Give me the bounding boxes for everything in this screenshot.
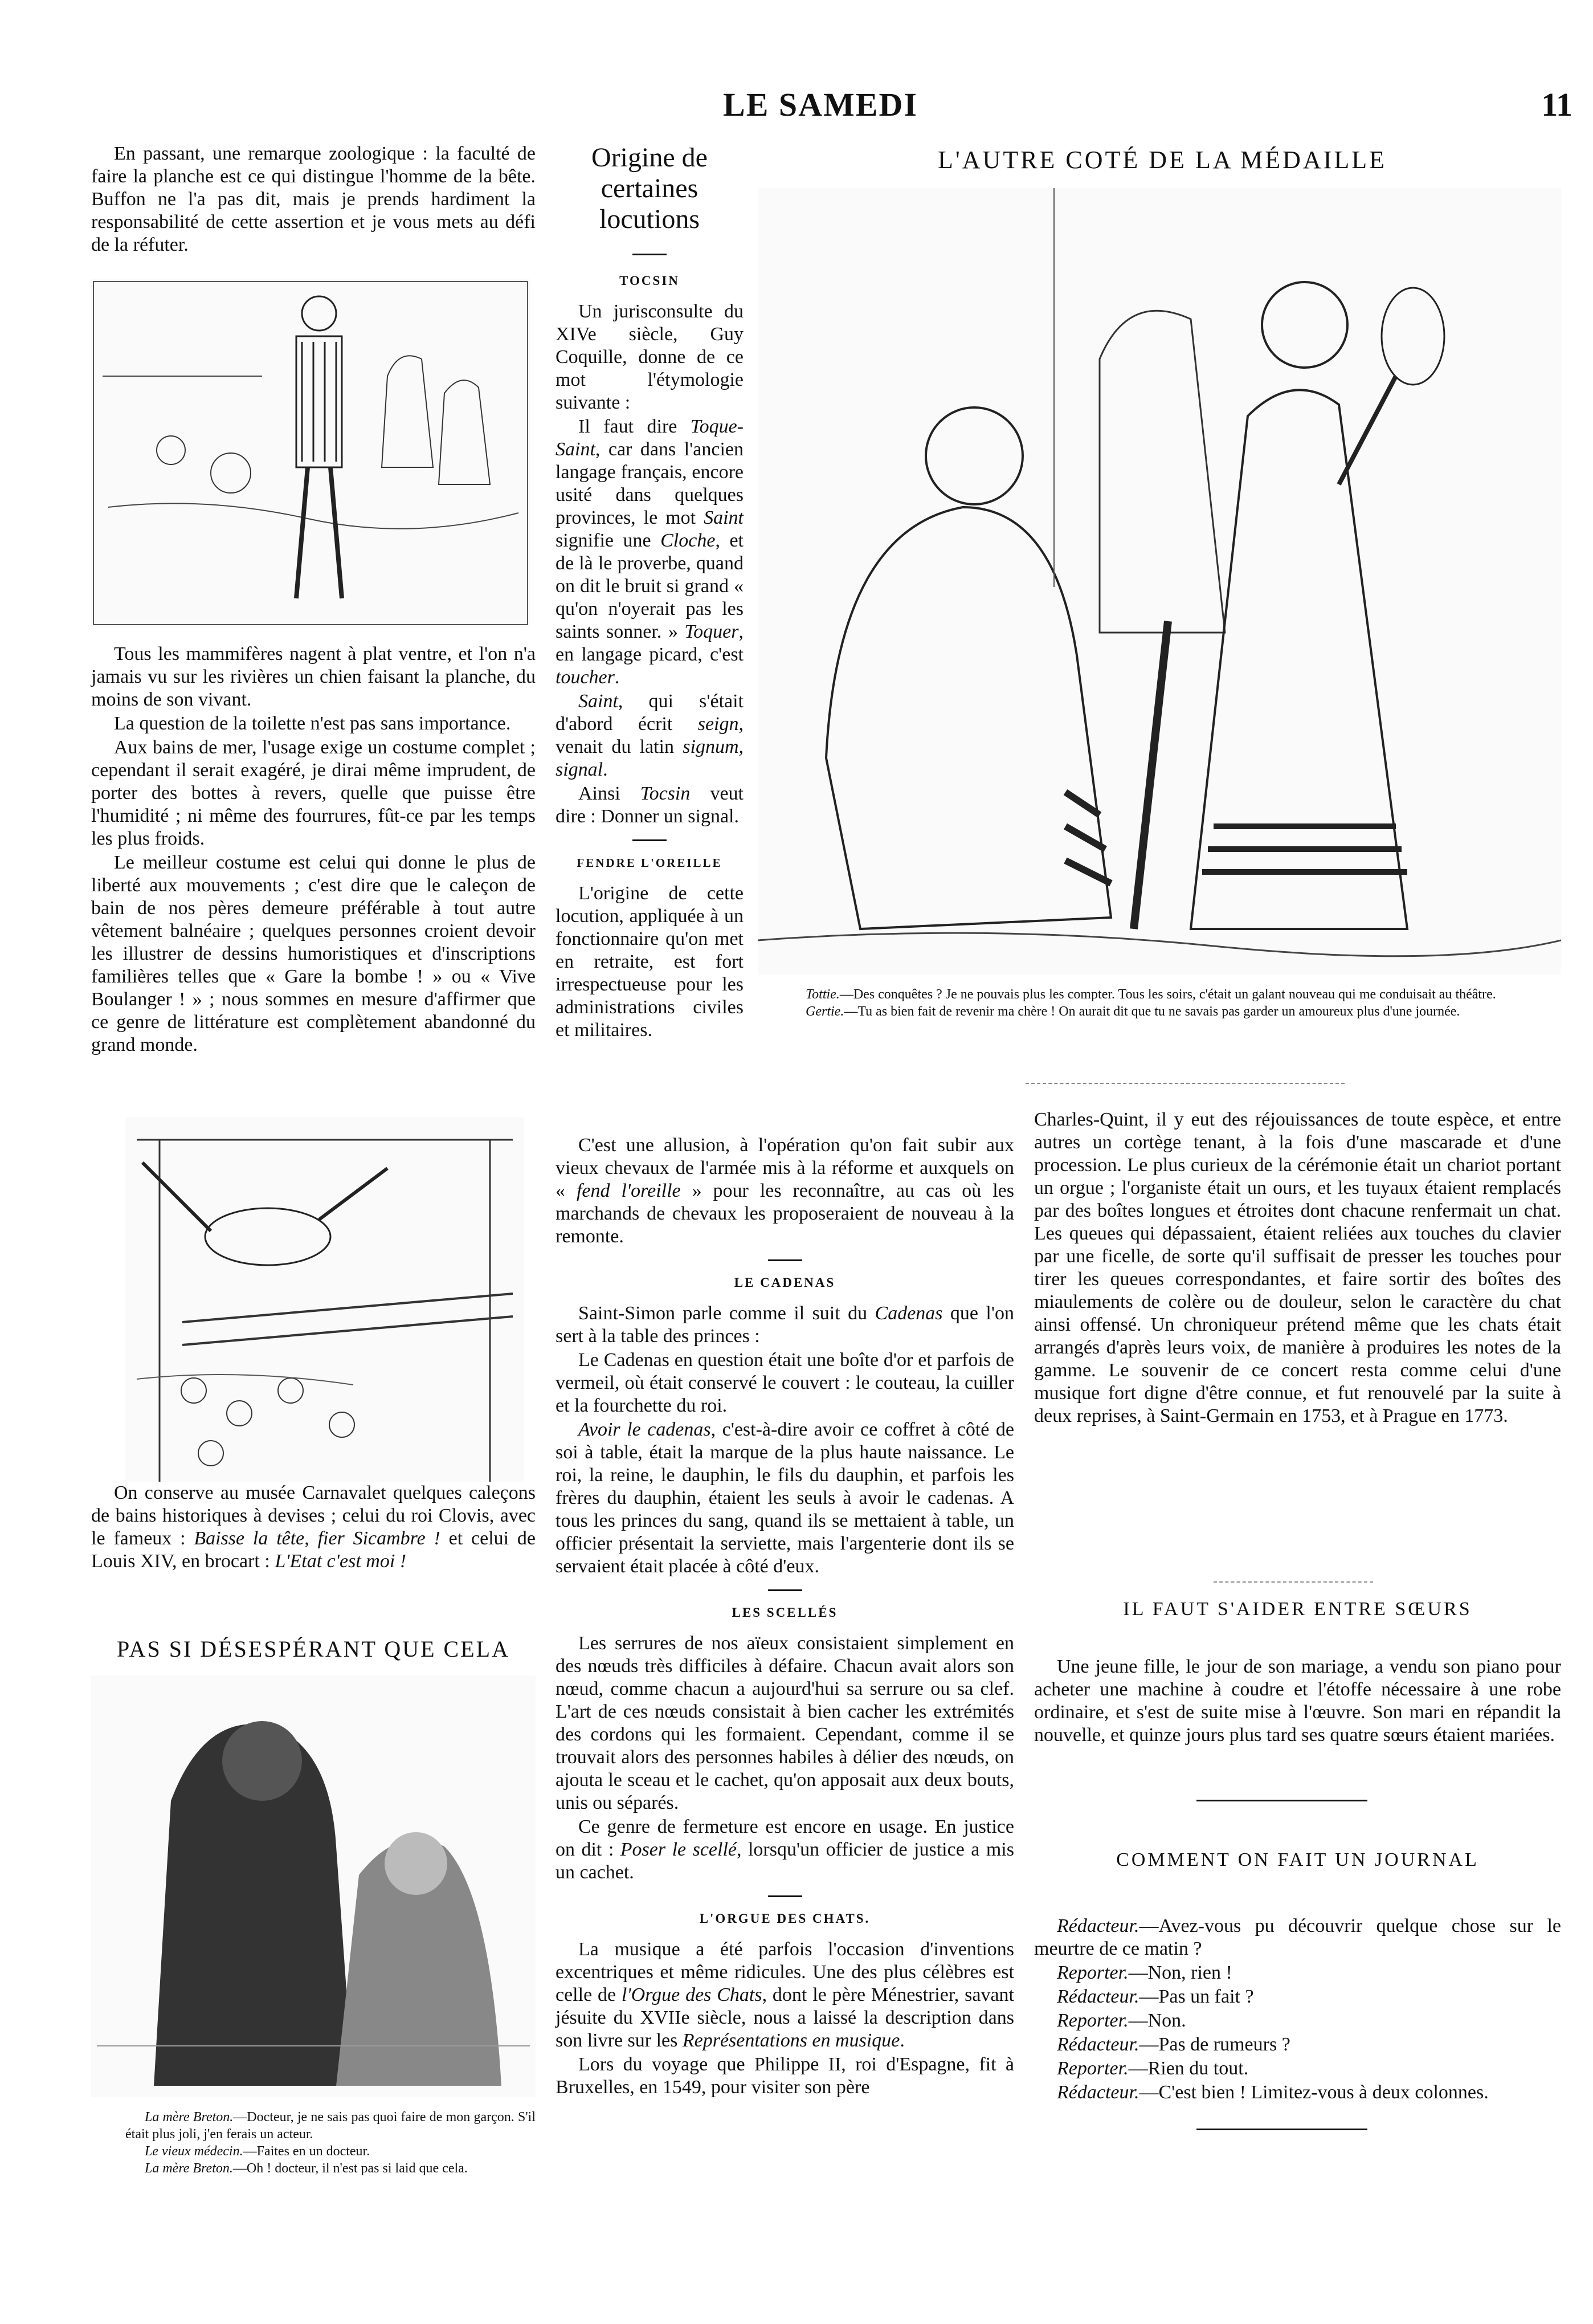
col3-soeurs <box>1034 1656 1561 1748</box>
section-rule <box>632 839 667 841</box>
section-title-journal: COMMENT ON FAIT UN JOURNAL <box>1116 1849 1479 1870</box>
section-rule <box>768 1259 802 1261</box>
section-rule <box>768 1895 802 1897</box>
col1-paragraph-3: Aux bains de mer, l'usage exige un costume complet ; cependant il serait exagéré, je dirai même imprudent, de porter des bottes à revers, quelle que puisse être l'humidité ; ni même des fourrures, fût-ce par les temps les plus froids. <box>91 737 536 849</box>
bathers-illustration <box>125 1117 524 1482</box>
dialog-line: Rédacteur.—Pas de rumeurs ? <box>1057 2034 1290 2055</box>
dialog-line: Reporter.—Non, rien ! <box>1057 1962 1232 1983</box>
caption-line-3: La mère Breton.—Oh ! docteur, il n'est pas si laid que cela. <box>145 2161 468 2176</box>
section-title-pas-si-desesperant: PAS SI DÉSESPÉRANT QUE CELA <box>116 1636 510 1662</box>
orgue-paragraph-2: Lors du voyage que Philippe II, roi d'Espagne, fit à Bruxelles, en 1549, pour visiter son père <box>555 2054 1014 2098</box>
tennis-illustration <box>758 188 1561 975</box>
col1-paragraph-4: Le meilleur costume est celui qui donne le plus de liberté aux mouvements ; c'est dire que le caleçon de bain de nos pères demeure préférable à tout autre vêtement balnéaire ; quelques personnes croient devoir les illustrer de dessins humoristiques et d'inscriptions familières telles que « Gare la bombe ! » ou « Vive Boulanger ! » ; nous sommes en mesure d'affirmer que ce genre de littérature est complètement abandonné du grand monde. <box>91 852 536 1055</box>
dialog-line: Rédacteur.—Avez-vous pu découvrir quelque chose sur le meurtre de ce matin ? <box>1034 1915 1561 1959</box>
section-divider <box>1214 1581 1373 1583</box>
cadenas-paragraph-2: Le Cadenas en question était une boîte d'or et parfois de vermeil, où était conservé le couvert : le couteau, la cuiller et la fourchette du roi. <box>555 1349 1014 1416</box>
col3-body <box>1034 1108 1561 1429</box>
scelles-paragraph-2: Ce genre de fermeture est encore en usage. En justice on dit : Poser le scellé, lorsqu'un officier de justice a mis un cachet. <box>555 1816 1014 1883</box>
dialog-line: Reporter.—Non. <box>1057 2010 1186 2031</box>
col2-body <box>555 259 744 1043</box>
section-rule <box>1196 2129 1367 2130</box>
col2-title-rule <box>632 254 667 255</box>
scelles-paragraph-1: Les serrures de nos aïeux consistaient simplement en des nœuds très difficiles à défaire. Chacun avait alors son nœud, comme chacun a aujourd'hui sa serrure ou sa clef. L'art de ces nœuds consistait à bien cacher les extrémités des cordons qui les formaient. Cependant, comme il se trouvait alors des personnes habiles à délier des nœuds, on ajouta le sceau et le cachet, qu'on apposait aux deux bouts, unis ou séparés. <box>555 1633 1014 1813</box>
beach-illustration <box>91 279 530 627</box>
page-number: 11 <box>1541 86 1572 123</box>
tennis-caption-2: Gertie.—Tu as bien fait de revenir ma chère ! On aurait dit que tu ne savais pas garder un amoureux plus d'une journée. <box>806 1004 1460 1019</box>
section-title-autre-cote: L'AUTRE COTÉ DE LA MÉDAILLE <box>937 146 1387 174</box>
tocsin-paragraph-4: Ainsi Tocsin veut dire : Donner un signal. <box>555 783 744 827</box>
section-title-orgue-des-chats: L'ORGUE DES CHATS. <box>699 1911 871 1926</box>
caption-line-1: La mère Breton.—Docteur, je ne sais pas quoi faire de mon garçon. S'il était plus joli, j'en ferais un acteur. <box>125 2110 536 2142</box>
section-rule <box>1196 1800 1367 1801</box>
fendre-paragraph-2: C'est une allusion, à l'opération qu'on fait subir aux vieux chevaux de l'armée mis à la réforme et auxquels on « fend l'oreille » pour les reconnaître, au cas où les marchands de chevaux les proposeraient de nouveau à la remonte. <box>555 1135 1015 1247</box>
tennis-caption-1: Tottie.—Des conquêtes ? Je ne pouvais plus les compter. Tous les soirs, c'était un galant nouveau qui me conduisait au théâtre. <box>806 987 1496 1002</box>
col1-carnavalet <box>91 1482 536 1574</box>
breton-illustration <box>91 1675 536 2097</box>
section-title-cadenas: LE CADENAS <box>734 1275 836 1290</box>
fendre-paragraph-1: L'origine de cette locution, appliquée à un fonctionnaire qu'on met en retraite, est fort irrespectueuse pour les administrations civiles et militaires. <box>555 883 744 1041</box>
orgue-continuation: Charles-Quint, il y eut des réjouissances de toute espèce, et entre autres un cortège tenant, à la fois d'une mascarade et d'une procession. Le plus curieux de la cérémonie était un chariot portant un orgue ; l'organiste était un ours, et les tuyaux étaient remplacés par des boîtes longues et étroites dont chacune renfermait un chat. Les queues qui dépassaient, étaient reliées aux touches du clavier par une ficelle, de sorte qu'il suffisait de presser les touches pour tirer les queues correspondantes, et faire sortir des boîtes des miaulements de colère ou de douleur, selon le caractère du chat ainsi offensé. Un chroniqueur prétend même que les chats était arrangés d'après leurs voix, de manière à produires les notes de la gamme. Le souvenir de ce concert resta comme celui d'une musique fort digne d'être connue, et fut renouvelé par la suite à deux reprises, à Saint-Germain en 1753, et à Prague en 1773. <box>1034 1109 1561 1426</box>
cadenas-paragraph-3: Avoir le cadenas, c'est-à-dire avoir ce coffret à côté de soi à table, était la marque de la plus haute naissance. Le roi, la reine, le dauphin, le fils du dauphin, et parfois les frères du dauphin, étaient les seuls à avoir le cadenas. A tous les princes du sang, quand ils se mettaient à table, un officier présentait la serviette, mais l'argenterie dont ils se servaient était placée à côté d'eux. <box>555 1419 1014 1577</box>
tocsin-paragraph-3: Saint, qui s'était d'abord écrit seign, venait du latin signum, signal. <box>555 691 744 780</box>
tennis-caption <box>786 986 1550 1020</box>
soeurs-paragraph: Une jeune fille, le jour de son mariage, a vendu son piano pour acheter une machine à coudre et l'étoffe nécessaire à une robe ordinaire, et s'est de suite mise à l'œuvre. Son mari en répandit la nouvelle, et quinze jours plus tard ses quatre sœurs étaient mariées. <box>1034 1656 1561 1746</box>
breton-caption <box>125 2109 536 2177</box>
section-title-tocsin: TOCSIN <box>619 274 680 288</box>
col1-intro <box>91 142 536 258</box>
col1-intro-paragraph: En passant, une remarque zoologique : la faculté de faire la planche est ce qui distingue l'homme de la bête. Buffon ne l'a pas dit, mais je prends hardiment la responsabilité de cette assertion et je vous mets au défi de la réfuter. <box>91 143 536 255</box>
col23-body <box>555 1134 1014 2100</box>
section-title-fendre-oreille: FENDRE L'OREILLE <box>577 856 722 870</box>
col1-paragraph-2: La question de la toilette n'est pas sans importance. <box>114 713 511 734</box>
journal-dialog <box>1034 1915 1561 2105</box>
caption-divider <box>1026 1083 1345 1084</box>
col1-paragraph-1: Tous les mammifères nagent à plat ventre, et l'on n'a jamais vu sur les rivières un chien faisant la planche, du moins de son vivant. <box>91 643 536 710</box>
dialog-line: Rédacteur.—C'est bien ! Limitez-vous à deux colonnes. <box>1057 2082 1489 2103</box>
dialog-line: Rédacteur.—Pas un fait ? <box>1057 1986 1254 2007</box>
section-rule <box>768 1589 802 1591</box>
running-head-title: LE SAMEDI <box>723 86 918 123</box>
tocsin-paragraph-2: Il faut dire Toque-Saint, car dans l'ancien langage français, encore usité dans quelques provinces, le mot Saint signifie une Cloche, et de là le proverbe, quand on dit le bruit si grand « qu'on n'oyerait pas les saints sonner. » Toquer, en langage picard, c'est toucher. <box>555 416 744 688</box>
dialog-line: Reporter.—Rien du tout. <box>1057 2058 1249 2079</box>
col2-title: Origine de certaines locutions <box>591 142 708 234</box>
cadenas-paragraph-1: Saint-Simon parle comme il suit du Cadenas que l'on sert à la table des princes : <box>555 1303 1014 1347</box>
caption-line-2: Le vieux médecin.—Faites en un docteur. <box>145 2144 370 2159</box>
col1-body <box>91 643 536 1058</box>
tocsin-paragraph-1: Un jurisconsulte du XIVe siècle, Guy Coquille, donne de ce mot l'étymologie suivante : <box>555 301 744 413</box>
section-title-entre-soeurs: IL FAUT S'AIDER ENTRE SŒURS <box>1123 1599 1472 1620</box>
section-title-scelles: LES SCELLÉS <box>732 1605 838 1620</box>
orgue-paragraph-1: La musique a été parfois l'occasion d'inventions excentriques et même ridicules. Une des plus célèbres est celle de l'Orgue des Chats, dont le père Ménestrier, savant jésuite du XVIIe siècle, nous a laissé la description dans son livre sur les Représentations en musique. <box>555 1939 1014 2051</box>
col1-paragraph-5: On conserve au musée Carnavalet quelques caleçons de bains historiques à devises ; celui du roi Clovis, avec le fameux : Baisse la tête, fier Sicambre ! et celui de Louis XIV, en brocart : L'Etat c'est moi ! <box>91 1482 536 1572</box>
